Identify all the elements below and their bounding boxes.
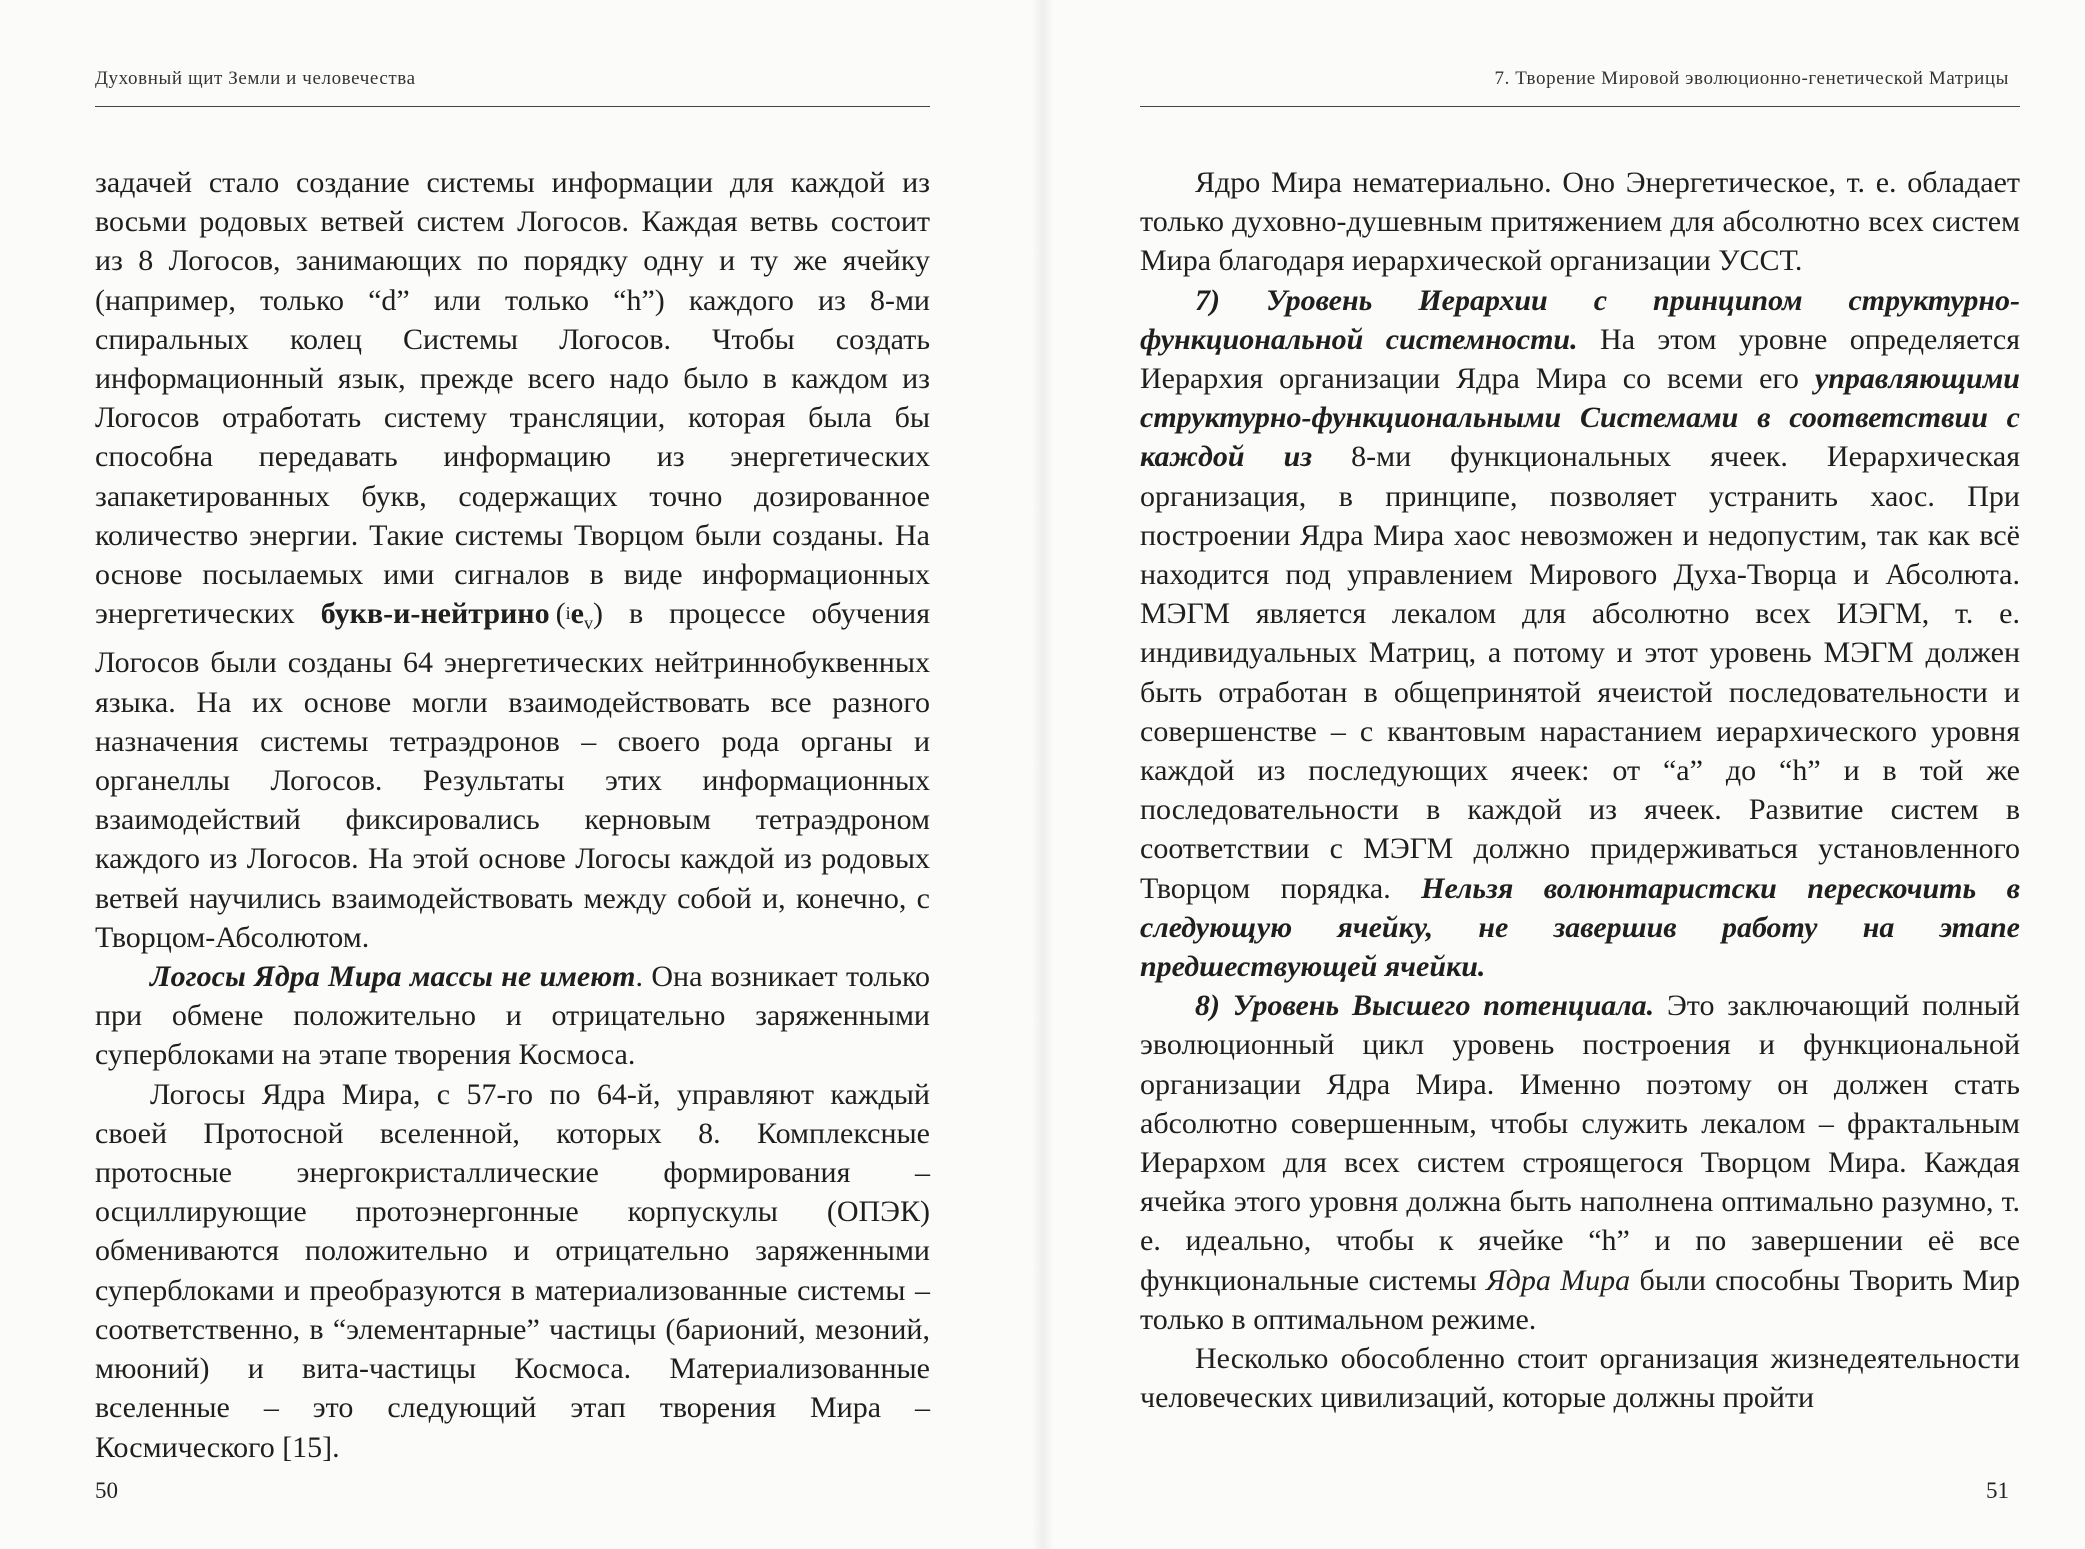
- right-header-rule: [1140, 106, 2020, 107]
- left-p1-text-b: в процессе обучения Логосов были созданы 64 энергетических нейтриннобуквенных языка. На их основе могли взаимодействовать все разного назначения системы тетраэдронов – своего рода органы и органеллы Логосов. Результаты этих информационных взаимодействий фиксировались керновым тетраэдроном каждого из Логосов. На этой основе Логосы каждой из родовых ветвей научились взаимодействовать между собой и, конечно, с Творцом-Абсолютом.: [95, 597, 930, 954]
- symbol-open-paren: (: [555, 597, 566, 631]
- symbol-close-paren: ): [592, 597, 603, 631]
- right-p3-text-1: Это заключающий полный эволюционный цикл уровень построения и функциональной организации Ядра Мира. Именно поэтому он должен стать абсолютно совершенным, чтобы служить лекалом – фрактальным Иерархом для всех систем строящегося Творцом Мира. Каждая ячейка этого уровня должна быть наполнена оптимально разумно, т. е. идеально, чтобы к ячейке “h” и по завершении её все функциональные системы: [1140, 989, 2020, 1297]
- right-paragraph-4: Несколько обособленно стоит организация жизнедеятельности человеческих цивилизаций, которые должны пройти: [1140, 1342, 2020, 1415]
- right-paragraph-1: Ядро Мира нематериально. Оно Энергетическое, т. е. обладает только духовно-душевным притяжением для абсолютно всех систем Мира благодаря иерархической организации УССТ.: [1140, 166, 2020, 278]
- left-p1-bold-term: букв-и-нейтрино: [320, 597, 550, 631]
- left-paragraph-2: [95, 957, 930, 1075]
- neutrino-symbol: [555, 597, 603, 634]
- right-p2-emphasis-2: Нельзя волюнтаристски перескочить в следующую ячейку, не завершив работу на этапе предшествующей ячейки.: [1140, 871, 2020, 984]
- right-p2-emphasis-1: управляющими структурно-функциональными Системами в соответствии с каждой из: [1140, 362, 2020, 474]
- left-p1-text-a: задачей стало создание системы информации для каждой из восьми родовых ветвей систем Логосов. Каждая ветвь состоит из 8 Логосов, занимающих по порядку одну и ту же ячейку (например, только “d” или только “h”) каждого из 8-ми спиральных колец Системы Логосов. Чтобы создать информационный язык, прежде всего надо было в каждом из Логосов отработать систему трансляции, которая была бы способна передавать информацию из энергетических запакетированных букв, содержащих точно дозированное количество энергии. Такие системы Творцом были созданы. На основе посылаемых ими сигналов в виде информационных энергетических: [95, 166, 930, 631]
- left-header-rule: [95, 106, 930, 107]
- left-p2-text: . Она возникает только при обмене положительно и отрицательно заряженными суперблоками на этапе творения Космоса.: [95, 960, 931, 1072]
- symbol-base: e: [570, 597, 584, 631]
- right-p3-italic: Ядра Мира: [1486, 1263, 1631, 1297]
- right-p2-text-2: 8-ми функциональных ячеек. Иерархическая организация, в принципе, позволяет устранить хаос. При построении Ядра Мира хаос невозможен и недопустим, так как всё находится под управлением Мирового Духа-Творца и Абсолюта. МЭГМ является лекалом для абсолютно всех ИЭГМ, т. е. индивидуальных Матриц, а потому и этот уровень МЭГМ должен быть отработан в общепринятой ячеистой последовательности и совершенстве – с квантовым нарастанием иерархического уровня каждой из последующих ячеек: от “a” до “h” и в той же последовательности в каждой из ячеек. Развитие систем в соответствии с МЭГМ должно придерживаться установленного Творцом порядка.: [1140, 440, 2020, 905]
- left-page-text: [95, 163, 930, 1467]
- right-page-number: 51: [1986, 1478, 2009, 1503]
- right-paragraph-2: [1140, 281, 2020, 987]
- left-paragraph-1: [95, 163, 930, 957]
- symbol-subscript: v: [583, 613, 593, 634]
- right-p2-text-1: На этом уровне определяется Иерархия организации Ядра Мира со всеми его: [1140, 322, 2020, 396]
- right-paragraph-3: [1140, 986, 2020, 1339]
- left-page-number: 50: [95, 1478, 118, 1503]
- left-p2-emphasis: Логосы Ядра Мира массы не имеют: [150, 960, 636, 994]
- right-page-text: [1140, 163, 2020, 1418]
- left-paragraph-3: Логосы Ядра Мира, с 57-го по 64-й, управляют каждый своей Протосной вселенной, которых 8. Комплексные протосные энергокристаллические формирования – осциллирующие протоэнергонные корпускулы (ОПЭК) обмениваются положительно и отрицательно заряженными суперблоками и преобразуются в материализованные системы – соответственно, в “элементарные” частицы (барионий, мезоний, мюоний) и вита-частицы Космоса. Материализованные вселенные – это следующий этап творения Мира – Космического [15].: [95, 1077, 930, 1464]
- symbol-superscript: i: [565, 603, 571, 624]
- left-running-head: Духовный щит Земли и человечества: [95, 68, 416, 89]
- right-p3-text-2: были способны Творить Мир только в оптимальном режиме.: [1140, 1263, 2020, 1336]
- level-7-heading: 7) Уровень Иерархии с принципом структурно-функциональной системности.: [1140, 283, 2020, 356]
- right-page: [1042, 0, 2085, 1549]
- left-page: [0, 0, 1042, 1549]
- right-running-head: 7. Творение Мировой эволюционно-генетической Матрицы: [1494, 68, 2009, 89]
- level-8-heading: 8) Уровень Высшего потенциала.: [1195, 989, 1655, 1023]
